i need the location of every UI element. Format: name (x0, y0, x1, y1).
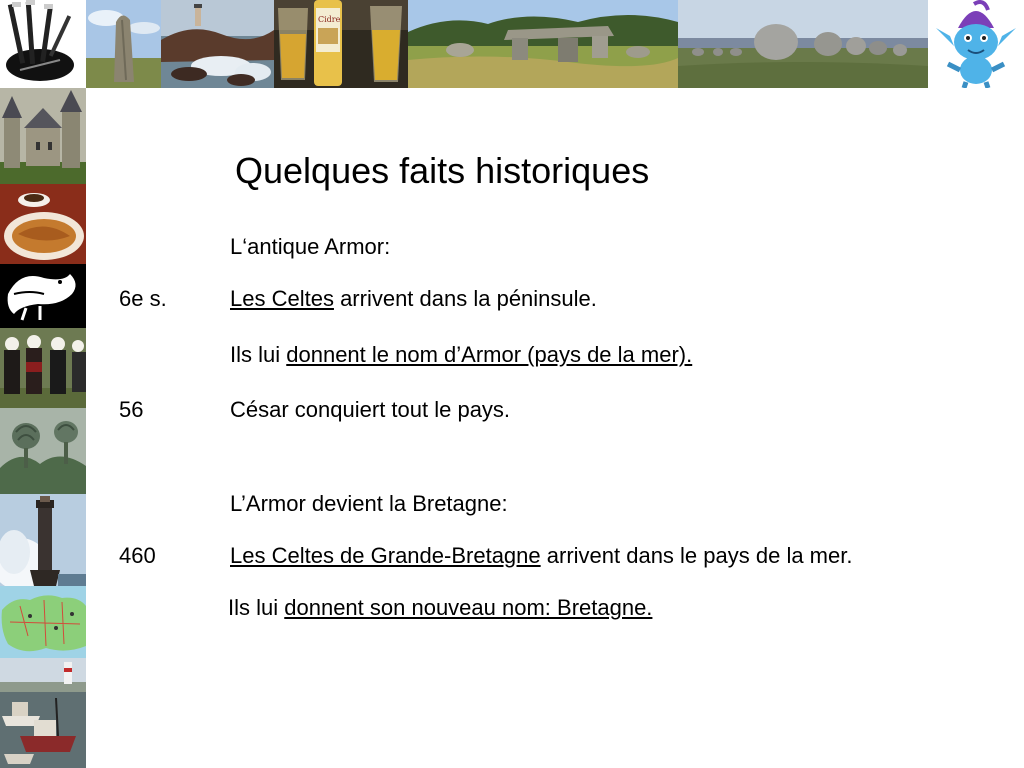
date-460: 460 (119, 543, 156, 568)
fact-prefix: Ils lui (230, 342, 287, 367)
lighthouse-rocks-photo (161, 0, 274, 88)
menhir-photo (86, 0, 161, 88)
brittany-map-icon (0, 586, 86, 658)
top-image-strip (0, 0, 1024, 88)
folk-dancers-photo (0, 328, 86, 408)
ermine-icon (0, 264, 86, 328)
date-6e-s: 6e s. (119, 286, 167, 311)
korrigan-icon (928, 0, 1024, 88)
link-nom-armor[interactable]: donnent le nom d’Armor (pays de la mer). (286, 342, 693, 367)
artichokes-photo (0, 408, 86, 494)
fact-prefix: Ils lui (228, 595, 285, 620)
fact-celtes-grande-bretagne (230, 543, 852, 569)
fact-celtes-arrivent (230, 286, 597, 312)
standing-stones-photo (678, 0, 928, 88)
lighthouse-wave-photo (0, 494, 86, 586)
cider-glasses-photo (274, 0, 408, 88)
castle-photo (0, 88, 86, 184)
fact-text: arrivent dans le pays de la mer. (540, 543, 853, 568)
fact-text: arrivent dans la péninsule. (333, 286, 597, 311)
fact-nom-armor (230, 342, 692, 368)
crepes-photo (0, 184, 86, 264)
link-celtes-grande-bretagne[interactable]: Les Celtes de Grande-Bretagne (230, 543, 541, 568)
section-heading-bretagne: L’Armor devient la Bretagne: (230, 491, 508, 516)
date-56: 56 (119, 397, 144, 422)
link-les-celtes[interactable]: Les Celtes (230, 286, 334, 311)
svg-text:Cidre: Cidre (318, 15, 341, 24)
harbour-boats-photo (0, 658, 86, 768)
section-heading-armor: L‘antique Armor: (230, 234, 391, 259)
dolmen-photo (408, 0, 678, 88)
fact-nouveau-nom (228, 595, 652, 621)
slide-title: Quelques faits historiques (235, 150, 650, 191)
link-nouveau-nom[interactable]: donnent son nouveau nom: Bretagne. (284, 595, 653, 620)
fact-cesar: César conquiert tout le pays. (230, 397, 511, 422)
bagpipes-icon (0, 0, 86, 88)
